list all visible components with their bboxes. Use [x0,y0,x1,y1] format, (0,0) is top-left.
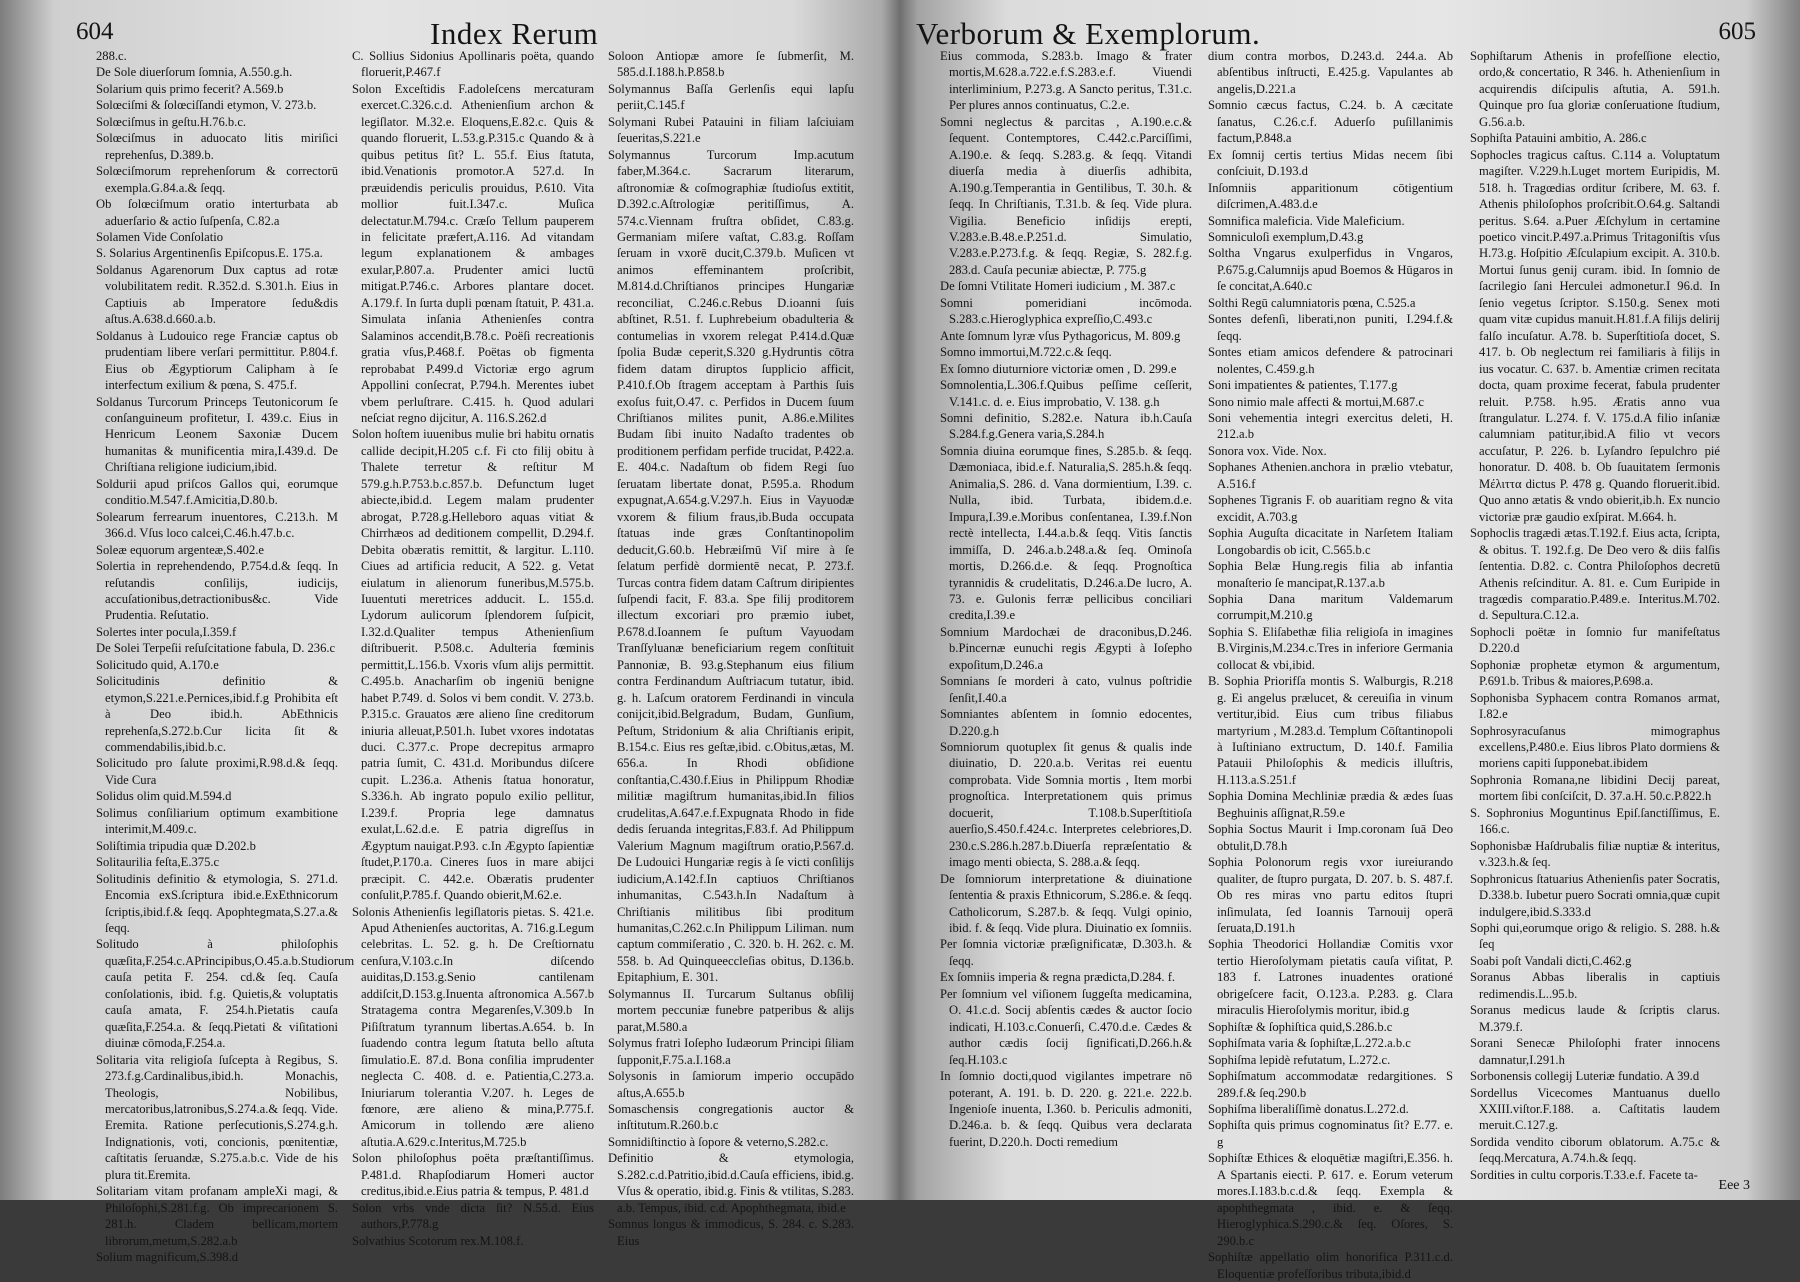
index-entry: Sophocles tragicus caſtus. C.114 a. Voluptatum magiſter. V.229.h.Luget mortem Euripidis, M. 518. h. Tragœdias orditur ſcribere, M. 63. f. Athenis philoſophos proſcribit.O.64.g. Saltandi peritus. S.64. a.Puer Æſchylum in certamine poetico vincit.P.497.a.Primus Tritagoniſtis vſus H.73.g. Hoſpitio Æſculapium excipit. A. 310.b. Mortui ſunus genij curam. ibid. In ſomnio de ſacrilegio ſani Herculei admonetur.I 96.d. In ſenio vegetus ſcriptor. S.150.g. Senex moti quam vitæ cupidus manuit.H.81.f.A filijs delirij falſo incuſatur. A.78. b. Superſtitioſa docet, S. 417. b. Ob neglectum rei familiaris à filijs in ius vocatur. C. 637. b. Amentiæ crimen recitata docta, quam proxime fecerat, fabula prudenter reluit. P.758. h.95. Æratis anno vua ſtrangulatur. L.274. f. V. 175.d.A filio inſaniæ calumniam patitur,ibid.A filio vt vecors accuſatur, P. 226. b. Lyſandro ſepulchro pié honoratur. D. 408. b. Ob ſuauitatem ſermonis Μέλιττα dictus P. 478 g. Quando floruerit.ibid. Quo anno ætatis & vndo obierit,ib.h. Ex nuncio victoriæ præ gaudio exſpirat. M.664. h. [1470,147,1720,524]
index-entry: Solium magnificum,S.398.d [96,1250,239,1265]
index-entry: Sophiſtæ Ethices & eloquētiæ magiſtri,E.356. h. A Spartanis eiecti. P. 617. e. Eorum veterum mores.I.183.b.c.d.& ſeqq. Exempla & apophthegmata , ibid. e. & ſeqq. Hieroglyphica.S.290.c.& ſeq. Oſores, S. 290.b.c [1208,1151,1453,1248]
index-entry: Sophrosyracuſanus mimographus excellens,P.480.e. Eius libros Plato dormiens & moriens capiti ſupponebat.ibidem [1470,723,1720,771]
index-entry: Solicitudo pro ſalute proximi,R.98.d.& ſeqq. Vide Cura [96,756,338,787]
index-entry: Soni vehementia integri exercitus deleti, H. 212.a.b [1208,410,1453,442]
index-entry: Solœciſmus in geſtu.H.76.b.c. [96,114,247,129]
index-entry: Sophia Auguſta dicacitate in Narſetem Italiam Longobardis ob icit, C.565.b.c [1208,526,1453,557]
index-entry: Sophia Domina Mechliniæ prædia & ædes ſuas Beghuinis aſſignat,R.59.e [1208,789,1453,820]
index-entry: Definitio & etymologia, S.282.c.d.Patritio,ibid.d.Cauſa efficiens, ibid.g. Vſus & operatio, ibid.g. Finis & vtilitas, S.283. a.b. Tempus, ibid. c.d. Apophthegmata, ibid.e [608,1151,854,1215]
index-entry: Sophiſma liberaliſſimè donatus.L.272.d. [1208,1102,1409,1116]
index-entry: dium contra morbos, D.243.d. 244.a. Ab abſentibus inſtructi, E.425.g. Vapulantes ab angelis,D.221.a [1208,49,1453,96]
index-entry: Solœciſmi & ſolœciſſandi etymon, V. 273.b. [96,98,317,113]
index-entry: Inſomniis apparitionum cōtigentium diſcrimen,A.483.d.e [1208,180,1453,212]
index-entry: Solertes inter pocula,I.359.f [96,624,237,639]
index-entry: Sophocli poëtæ in ſomnio fur manifeſtatus D.220.d [1470,624,1720,656]
index-entry: Sophiſmata varia & ſophiſtæ,L.272.a.b.c [1208,1036,1411,1051]
index-entry: Solarium quis primo fecerit? A.569.b [96,81,284,96]
index-entry: Solicitudinis definitio & etymon,S.221.e.Pernices,ibid.f.g Prohibita eſt à Deo ibid.h. AbEthnicis reprehenſa,S.272.b.Cur licita ſit & commendabilis,ibid.b.c. [96,674,338,755]
index-entry: In ſomnio docti,quod vigilantes impetrare nō poterant, A. 191. b. D. 220. g. 221.e. 222.b. Ingenioſe inuenta, I.360. b. Periculis admoniti, D.246.a. b. & ſeqq. Quibus vera declarata fuerint, D.220.h. Docti remedium [940,1069,1192,1149]
index-entry: Sophiſtarum Athenis in profeſſione electio, ordo,& concertatio, R 346. h. Athenienſium in acquirendis diſcipulis aſtutia, A. 591.h. Quinque pro ſua gloriæ conſeruatione ſtudium, G.56.a.b. [1470,49,1720,129]
index-entry: Sorani Senecæ Philoſophi frater innocens damnatur,I.291.h [1470,1036,1720,1067]
index-entry: Soldanus Turcorum Princeps Teutonicorum ſe conſanguineum profitetur, I. 439.c. Eius in Henricum Leonem Saxoniæ Ducem humanitas & munificentia mira,I.439.d. De Chriſtiana religione iudicium,ibid. [96,394,338,475]
index-entry: Somnio cæcus factus, C.24. b. A cæcitate ſanatus, C.26.c.f. Aduerſo puſillanimis factum,P.848.a [1208,98,1453,146]
index-entry: Somnidiſtinctio à ſopore & veterno,S.282.c. [608,1134,829,1149]
index-entry: Solymani Rubei Patauini in filiam laſciuiam ſeueritas,S.221.e [608,114,854,146]
index-entry: De ſomni Vtilitate Homeri iudicium , M. 387.c [940,279,1176,294]
index-entry: Somnians ſe morderi à cato, vulnus poſtridie ſenſit,I.40.a [940,674,1192,705]
page-number-left: 604 [76,18,114,45]
right-page [910,0,1800,1281]
index-entry: Solitudo à philoſophis quæſita,F.254.c.APrincipibus,O.45.a.b.Studiorum cauſa petita F. 254. cd.& ſeq. Cauſa conſolationis, ibid. f.g. Quietis,& voluptatis cauſa amata, F. 254.h.Pietatis cauſa quæſita,F.254.a. & ſeqq.Pietati & viſitationi diuinæ cōmoda,F.254.a. [96,937,355,1051]
index-entry: Sophoclis tragædi ætas.T.192.f. Eius acta, ſcripta, & obitus. T. 192.f.g. De Deo vero & diis falſis ſententia. D.82. c. Contra Philoſophos decretū Athenis reſcinditur. A. 81. e. Cum Euripide in tragœdis comparatio.P.489.e. Interitus.M.702. d. Sepultura.C.12.a. [1470,526,1720,623]
index-entry: Sontes defenſi, liberati,non puniti, I.294.f.& ſeqq. [1208,312,1453,343]
index-entry: Sontes etiam amicos defendere & patrocinari nolentes, C.459.g.h [1208,345,1453,376]
index-entry: Somnolentia,L.306.f.Quibus peſſime ceſſerit, V.141.c. d. e. Eius improbatio, V. 138. g.h [940,378,1192,409]
index-entry: Eius commoda, S.283.b. Imago & frater mortis,M.628.a.722.e.f.S.283.e.f. Viuendi interliminium, P.273.g. A Sancto peritus, T.31.c. Per plures annos continuatus, C.2.e. [940,49,1192,113]
index-entry: Sordida vendito ciborum oblatorum. A.75.c & ſeqq.Mercatura, A.74.h.& ſeqq. [1470,1134,1720,1166]
index-entry: Solon philoſophus poëta præſtantiſſimus. P.481.d. Rhapſodiarum Homeri auctor creditus,ibid.e.Eius patria & tempus, P. 481.d [352,1151,594,1199]
index-entry: Solitaurilia feſta,E.375.c [96,855,220,870]
index-entry: Ob ſolœciſmum oratio interturbata ab aduerſario & actio ſuſpenſa, C.82.a [96,197,338,228]
index-entry: Sophia S. Eliſabethæ filia religioſa in imagines B.Virginis,M.234.c.Tres in inferiore Germania collocat & vbi,ibid. [1208,624,1453,672]
index-entry: Solymus fratri Ioſepho Iudæorum Principi ſiliam ſupponit,F.75.a.I.168.a [608,1036,854,1067]
index-entry: Ex ſomnij certis tertius Midas necem ſibi conſciuit, D.193.d [1208,147,1453,179]
index-entry: Sordities in cultu corporis.T.33.e.f. Facete ta- [1470,1167,1698,1182]
index-entry: Ex ſomniis imperia & regna prædicta,D.284. f. [940,970,1176,985]
index-entry: Soltha Vngarus exulperfidus in Vngaros, P.675.g.Calumnijs apud Boemos & Hūgaros in ſe concitat,A.640.c [1208,246,1453,294]
index-entry: Sophonisbæ Haſdrubalis filiæ nuptiæ & interitus, v.323.h.& ſeq. [1470,838,1720,870]
index-entry: Somnia diuina eorumque fines, S.285.b. & ſeqq. Dæmoniaca, ibid.e.f. Naturalia,S. 285.h.& ſeqq. Animalia,S. 286. d. Vana dormientium, I.39. c. Nulla, ibid. Turbata, ibidem.d.e. Impura,I.39.e.Moribus conſentanea, I.39.f.Non rectè intellecta, I.44.a.b.& ſeqq. Vitis ſanctis immiſſa, D. 246.a.b.248.a.& ſeq. Ominoſa mortis, D.266.d.e. & ſeqq. Prognoſtica tyrannidis & crudelitatis, D.246.a.De lucro, A. 73. e. Gulonis ferræ pellicibus conciliari credita,I.39.e [940,443,1192,623]
index-entry: Solon hoſtem iuuenibus mulie bri habitu ornatis callide decipit,H.205 c.f. Fi cto filij obitu à Thalete terretur & reſtitur M 579.g.h.P.753.b.c.857.b. Defunctum luget abiecte,ibid.d. Legem malam prudenter abrogat, P.728.g.Helleboro aquas vitiat & Chirrhæos ad deditionem compellit, D.294.f. Debita obæratis remittit, & largitur. L.110. Ciues ad artificia reducit, A 522. g. Vetat eiulatum in alienorum funeribus,M.575.b. Iuuentuti meretrices adducit. L. 155.d. Lydorum aulicorum ſplendorem ſuſpicit, I.32.d.Qualiter tempus Athenienſium diſtribuerit. P.508.c. Adulteria fœminis permittit,L.156.b. Vxoris vſum alijs permittit. C.495.b. Anacharſim ob ingeniū benigne habet P.749. d. Solos vi bem condit. V. 273.b. P.315.c. Grauatos ære alieno ſine creditorum iniuria alleuat,P.501.h. Iubet vxores indotatas duci. C.377.c. Prope decrepitus armapro patria ſumit, C. 431.d. Moribundus diſcere cupit. L.236.a. Athenis ſtatua honoratur, S.336.h. Ab ingrato populo exilio pellitur, I.239.f. Propria lege damnatus exulat,L.62.d.e. E patria digreſſus in Ægyptum nauigat.P.93. c.In Ægypto ſapientiæ ſtudet,P.170.a. Cineres ſuos in mare abijci præcipit. C. 442.e. Obæratis prudenter conſulit,P.785.f. Quando obierit,M.62.e. [352,427,594,903]
index-entry: Solymannus Turcorum Imp.acutum faber,M.364.c. Sacrarum literarum, aſtronomiæ & coſmographiæ ſtudioſus extitit, D.392.c.Aſtrologiæ peritiſſimus, A. 574.c.Viennam fruſtra obſidet, C.83.g. Germaniam miſere vaſtat, C.83.g. Roſſam ſeruam in vxorē ducit,C.379.b. Muſicen vt animos effeminantem proſcribit, M.814.d.Chriſtianos principes Hungariæ reconciliat, C.246.c.Rebus D.ioanni ſuis abſtinet, R.51. f. Luphrebeium obadulteria & contumelias in vxorem relegat P.414.d.Quæ ſpolia Budæ ceperit,S.320 g.Hydruntis cōtra fidem datam diruptos ſupplicio afficit, P.410.f.Ob ſtragem acceptam à Parthis ſuis exoſus fuit,O.47. c. Perfidos in Ducem ſuum Chriſtianos milites punit, A.86.e.Milites Budam ſibi inuito Nadaſto tradentes ob proditionem perfidam perfide trucidat, P.422.a. E. 404.c. Nadaſtum ob fidem Regi ſuo ſeruatam libertate donat, P.595.a. Rhodum expugnat,A.654.g.V.297.h. Eius in Vayuodæ vxorem & filium fraus,ib.Buda occupata ſtatuas inde græs Conſtantinopolim deducit,G.60.b. Hebræiſmū Viſ mire à ſe ſelatum perfidè dormientē necat, P. 273.f. Turcas contra fidem datam Caſtrum diripientes ſuſpendi facit, F. 83.a. Spe filij proditorem illectum excoriari pro præmio iubet, P.678.d.Ioannem ſe puſtum Vayuodam Tranſſyluanæ beneficiarium regem conſtituit Pannoniæ, B. 93.g.Stephanum eius filium contra Ferdinandum Auſtriacum tutatur, ibid. g. h. Laſcum oratorem Ferdinandi in vincula conijcit,ibid.Belgradum, Budam, Gunſium, Peſtum, Stridonium & alia Chriſtianis eripit, B.154.c. Eius res geſtæ,ibid. c.Obitus,ætas, M. 656.a. In Rhodi obſidione conſtantia,C.430.f.Eius in Philippum Rhodiæ militiæ magiſtrum humanitas,ibid.In filios crudelitas,A.647.e.f.Expugnata Rhodo in fide dedis ſeruanda integritas,F.83.f. Ad Philippum Valerium Magnum magiſtrum oratio,P.567.d. De Ludouici Hungariæ regis à ſe victi conſilijs iudicium,A.142.f.In captiuos Chriſtianos inhumanitas, C.543.h.In Nadaſtum à Chriſtianis militibus ſibi proditum humanitas,C.262.c.In Philippum Liliman. num captum commiſeratio , C. 320. b. H. 262. c. M. 558. b. Ad Quinqueeccleſias obitus, D.136.b. Epitaphium, E. 301. [608,147,854,985]
index-entry: Sophronia Romana,ne libidini Decij pareat, mortem ſibi conſciſcit, D. 37.a.H. 50.c.P.822.h [1470,772,1720,804]
index-entry: Sophia Theodorici Hollandiæ Comitis vxor tertio Hieroſolymam pietatis cauſa viſitat, P. 183 f. Latrones inuadentes orationé obrigeſcere facit, O.123.a. P.283. g. Clara miraculis Hieroſolymis moritur, ibid.g [1208,937,1453,1018]
index-entry: Somno immortui,M.722.c.& ſeqq. [940,345,1112,360]
index-entry: Somnifica maleficia. Vide Maleficium. [1208,213,1405,228]
index-column [608,48,854,1248]
running-head-left: Index Rerum [430,16,599,51]
index-entry: Sophia Dana maritum Valdemarum corrumpit,M.210.g [1208,591,1453,623]
index-entry: Sorbonensis collegij Luteriæ fundatio. A 39.d [1470,1069,1700,1084]
index-entry: Solvathius Scotorum rex.M.108.f. [352,1233,524,1248]
index-entry: Soldanus Agarenorum Dux captus ad rotæ volubilitatem redit. R.352.d. S.301.h. Eius in Captiuis ab Imperatore ſedu&dis aſtus.A.638.d.660.a.b. [96,262,338,327]
index-entry: Sophenes Tigranis F. ob auaritiam regno & vita excidit, A.703.g [1208,493,1453,524]
index-column [1208,48,1453,1281]
index-entry: De Solei Terpeſii reſuſcitatione fabula, D. 236.c [96,641,336,656]
index-entry: Solœciſmorum reprehenſorum & correctorū exempla.G.84.a.& ſeqq. [96,164,338,195]
index-entry: Sophiſta quis primus cognominatus ſit? E.77. e. g [1208,1118,1453,1149]
index-entry: Ex ſomno diuturniore victoriæ omen , D. 299.e [940,361,1177,376]
index-entry: 288.c. [96,49,127,63]
index-column [96,48,355,1265]
index-entry: Somni pomeridiani incōmoda. S.283.c.Hieroglyphica expreſſio,C.493.c [940,295,1192,327]
index-entry: De ſomniorum interpretatione & diuinatione ſententia & praxis Ethnicorum, S.286.e. & ſeqq. Catholicorum, S.287.b. & ſeqq. Vulgi opinio, ibid. f. & ſeqq. Vide plura. Diuinatio ex ſomniis. [940,871,1192,936]
index-entry: Sophia Belæ Hung.regis filia ab infantia monaſterio ſe mancipat,R.137.a.b [1208,559,1453,590]
index-entry: Sonora vox. Vide. Nox. [1208,443,1327,458]
index-entry: Solidus olim quid.M.594.d [96,789,232,804]
index-entry: Solimus conſiliarium optimum exambitione interimit,M.409.c. [96,805,338,837]
index-entry: Per ſomnium vel viſionem ſuggeſta medicamina, O. 41.c.d. Socij abſentis cædes & auctor ſocio indicati, H.103.c.Conuerſi, C.470.d.e. Cædes & author cædis ſocij ſignificati,D.266.h.& ſeq.H.103.c [940,986,1192,1067]
index-entry: Solitudinis definitio & etymologia, S. 271.d. Encomia exS.ſcriptura ibid.e.ExEthnicorum ſcriptis,ibid.f.& ſeqq. Apophtegmata,S.27.a.& ſeqq. [96,871,338,936]
index-entry: Solon vrbs vnde dicta ſit? N.55.d. Eius authors,P.778.g [352,1200,594,1232]
index-entry: Solymannus Baſſa Gerlenſis equi lapſu periit,C.145.f [608,81,854,113]
index-entry: Solamen Vide Conſolatio [96,229,224,244]
index-entry: Sophiſmatum accommodatæ redargitiones. S 289.f.& ſeq.290.b [1208,1069,1453,1100]
index-entry: Solitaria vita religioſa ſuſcepta à Regibus, S. 273.f.g.Cardinalibus,ibid.h. Monachis, Theologis, Nobilibus, mercatoribus,latronibus,S.274.a.& ſeqq. Vide. Eremita. Ratione perſecutionis,S.274.g.h. Indignationis, voti, concionis, pœnitentiæ, caſtitatis ſeruandæ, S.275.a.b.c. Vide de his plura tit.Eremita. [96,1052,338,1182]
index-entry: Sophonisba Syphacem contra Romanos armat, I.82.e [1470,690,1720,722]
index-entry: S. Solarius Argentinenſis Epiſcopus.E. 175.a. [96,246,323,261]
index-entry: Sophanes Athenien.anchora in prælio vtebatur, A.516.f [1208,460,1453,491]
signature-mark: Eee 3 [1718,1178,1750,1193]
index-entry: Sophia Polonorum regis vxor iureiurando qualiter, de ſtupro purgata, D. 207. b. S. 487.f. Ob res miras vno partu editos ſtupri inſimulata, ſed Ioannis Tarnouij operā ſeruata,D.191.h [1208,855,1453,936]
index-entry: Sono nimio male affecti & mortui,M.687.c [1208,394,1424,409]
index-entry: S. Sophronius Moguntinus Epiſ.ſanctiſſimus, E. 166.c. [1470,805,1720,837]
index-entry: Soldanus à Ludouico rege Franciæ captus ob prudentiam libere verſari permittitur. P.804.f. Eius ob Ægyptiorum Calipham à ſe interfectum exilium & pœna, S. 475.f. [96,328,338,393]
index-entry: Solitariam vitam profanam ampleXi magi, & Philoſophi,S.281.f.g. Ob imprecarionem S. 281.h. Cladem bellicam,mortem librorum,metum,S.282.a.b [96,1184,338,1248]
index-entry: Sophoniæ prophetæ etymon & argumentum, P.691.b. Tribus & maiores,P.698.a. [1470,657,1720,689]
index-entry: Somnus longus & immodicus, S. 284. c. S.283. Eius [608,1217,854,1248]
index-entry: Ante ſomnum lyræ vſus Pythagoricus, M. 809.g [940,328,1181,343]
index-entry: Soranus medicus laude & ſcriptis clarus. M.379.f. [1470,1003,1720,1034]
page-number-right: 605 [1718,18,1756,45]
index-entry: Solon Exceſtidis F.adoleſcens mercaturam exercet.C.326.c.d. Athenienſium archon & legiſlator. M.32.e. Eloquens,E.82.c. Quis & quando floruerit, L.53.g.P.315.c Quando & à quibus petitus ſit? L. 55.f. Eius ſtatuta, ibid.Venationis promotor.A 527.d. In præuidendis periculis prouidus, P.610. Vita mollior fuit.I.347.c. Muſica delectatur.M.794.c. Cræſo Tellum pauperem in felicitate præfert,A.116. Ad vitandam legum explanationem & ambages exular,P.807.a. Prudenter amici luctū mitigat.P.746.c. Arbores plantare docet. A.179.f. In ſurta dupli pœnam ſtatuit, P. 431.a. Simulata inſania Athenienſes contra Salaminos accendit,B.78.c. Poëſi recreationis gratia vſus,P.468.f. Poëtas ob figmenta reprobabat P.499.d Victoriæ ergo agrum Appollini conſecrat, P.794.h. Merentes iubet vbem perluſtrare. C.415. h. Quod adulari neſciat regno dijcitur, A. 116.S.262.d [352,81,594,425]
index-entry: Solysonis in ſamiorum imperio occupādo aſtus,A.655.b [608,1069,854,1100]
index-entry: Soleæ equorum argenteæ,S.402.e [96,542,265,557]
running-head-right: Verborum & Exemplorum. [916,16,1261,51]
index-column [940,48,1192,1190]
index-entry: Sophia Soctus Maurit i Imp.coronam ſuā Deo obtulit,D.78.h [1208,822,1453,853]
index-entry: Sophronicus ſtatuarius Athenienſis pater Socratis, D.338.b. Iubetur puero Socrati omnia,quæ cupit indulgere,ibid.S.333.d [1470,871,1720,919]
index-entry: Soloon Antiopæ amore ſe ſubmerſit, M. 585.d.I.188.h.P.858.b [608,49,854,80]
index-entry: Somnium Mardochæi de draconibus,D.246. b.Pincernæ eunuchi regis Ægypti à Ioſepho expoſitum,D.246.a [940,624,1192,672]
index-entry: Somaschensis congregationis auctor & inſtitutum.R.260.b.c [608,1102,854,1133]
index-entry: Somniculoſi exemplum,D.43.g [1208,229,1364,244]
index-entry: Sordellus Vicecomes Mantuanus duello XXIII.viſtor.F.188. a. Caſtitatis laudem meruit.C.127.g. [1470,1085,1720,1133]
index-entry: Sophiſta Patauini ambitio, A. 286.c [1470,131,1647,146]
index-entry: Solonis Athenienſis legiſlatoris pietas. S. 421.e. Apud Athenienſes auctoritas, A. 716.g.Legum celebritas. L. 52. g. h. De Creſtiornatu cenſura,V.103.c.In diſcendo auiditas,D.153.g.Senio cantilenam addiſcit,D.153.g.Inuenta aſtronomica A.567.b Stratagema contra Megarenſes,V.309.b In Piſiſtratum tyrannum libertas.A.654. b. In ſuadendo contra legum ſtatuta bello aſtuta ſimulatio.E. 87.d. Bona conſilia imprudenter neglecta C. 408. d. e. Patientia,C.273.a. Iniuriarum tolerantia V.207. h. Leges de fœnore, ære alieno & mina,P.775.f. Amicorum in tollendo ære alieno aſtutia.A.629.c.Interitus,M.725.b [352,904,594,1149]
index-column [352,48,594,1248]
index-entry: B. Sophia Priorifſa montis S. Walburgis, R.218 g. Ei angelus prælucet, & cereuiſia in vinum vertitur,ibid. Eius cum tribus filiabus martyrium , M.283.d. Templum Cōſtantinopoli à Iuſtiniano extructum, D. 140.f. Familia Patauii Philoſophis & medicis illuſtris, H.113.a.S.251.f [1208,674,1453,787]
index-entry: Somni definitio, S.282.e. Natura ib.h.Cauſa S.284.f.g.Genera varia,S.284.h [940,410,1192,442]
index-entry: Solœciſmus in aduocato litis miriſici reprehenſus, D.389.b. [96,131,338,162]
index-entry: Solertia in reprehendendo, P.754.d.& ſeqq. In reſutandis conſilijs, iudicijs, accuſationibus,detractionibus&c. Vide Prudentia. Reſutatio. [96,559,338,623]
index-entry: Somniorum quotuplex ſit genus & qualis inde diuinatio, D. 220.a.b. Veritas rei euentu comprobata. Vide Somnia mortis , Item morbi prognoſtica. Interpretationem quis primus docuerit, T.108.b.Superſtitioſa auerſio,S.450.f.424.c. Interpretes celebriores,D. 230.c.S.286.h.287.b.Diuerſa repræſentatio & imago menti obiecta, S. 288.a.& ſeqq. [940,740,1192,870]
index-entry: Solicitudo quid, A.170.e [96,657,219,672]
index-entry: Sophiſtæ & ſophiſtica quid,S.286.b.c [1208,1019,1393,1034]
index-column [1470,48,1720,1190]
index-entry: Solymannus II. Turcarum Sultanus obſilij mortem peccuniæ funebre patperibus & alijs parat,M.580.a [608,986,854,1034]
index-entry: Sophi qui,eorumque origo & religio. S. 288. h.& ſeq [1470,921,1720,952]
index-entry: Soranus Abbas liberalis in captiuis redimendis.L..95.b. [1470,970,1720,1001]
index-entry: De Sole diuerſorum ſomnia, A.550.g.h. [96,65,293,80]
index-entry: Soabi poſt Vandali dicti,C.462.g [1470,953,1632,968]
left-page [0,0,890,1265]
index-entry: Soldurii apud priſcos Gallos qui, eorumque conditio.M.547.f.Amicitia,D.80.b. [96,476,338,508]
index-entry: Sophiſtæ appellatio olim honorifica P.311.c.d. Eloquentiæ profeſſoribus tributa,ibid.d [1208,1250,1453,1281]
index-entry: Soni impatientes & patientes, T.177.g [1208,378,1398,393]
index-entry: Solthi Regū calumniatoris pœna, C.525.a [1208,295,1416,310]
index-entry: Sophiſma lepidè refutatum, L.272.c. [1208,1052,1391,1067]
index-entry: Solearum ferrearum inuentores, C.213.h. M 366.d. Vſus loco calcei,C.46.h.47.b.c. [96,509,338,541]
index-entry: Soliſtimia tripudia quæ D.202.b [96,838,256,853]
index-entry: Somniantes abſentem in ſomnio edocentes, D.220.g.h [940,707,1192,738]
index-entry: C. Sollius Sidonius Apollinaris poëta, quando floruerit,P.467.f [352,49,594,80]
index-entry: Per ſomnia victoriæ præſignificatæ, D.303.h. & ſeqq. [940,937,1192,968]
index-entry: Somni neglectus & parcitas , A.190.e.c.& ſequent. Contemptores, C.442.c.Parciſſimi, A.190.e. & ſeqq. S.283.g. & ſeqq. Vitandi diuerſa media à diuerſis adhibita, A.190.g.Temperantia in Gentilibus, T. 30.h. & ſeqq. In Chriſtianis, T.31.b. & ſeq. Vide plura. Vigilia. Beneficio inſidijs erepti, V.283.e.B.48.e.P.251.d. Simulatio, V.283.e.P.273.f.g. & ſeqq. Regiæ, S. 282.f.g. 283.d. Cauſa pecuniæ abiectæ, P. 775.g [940,114,1192,277]
